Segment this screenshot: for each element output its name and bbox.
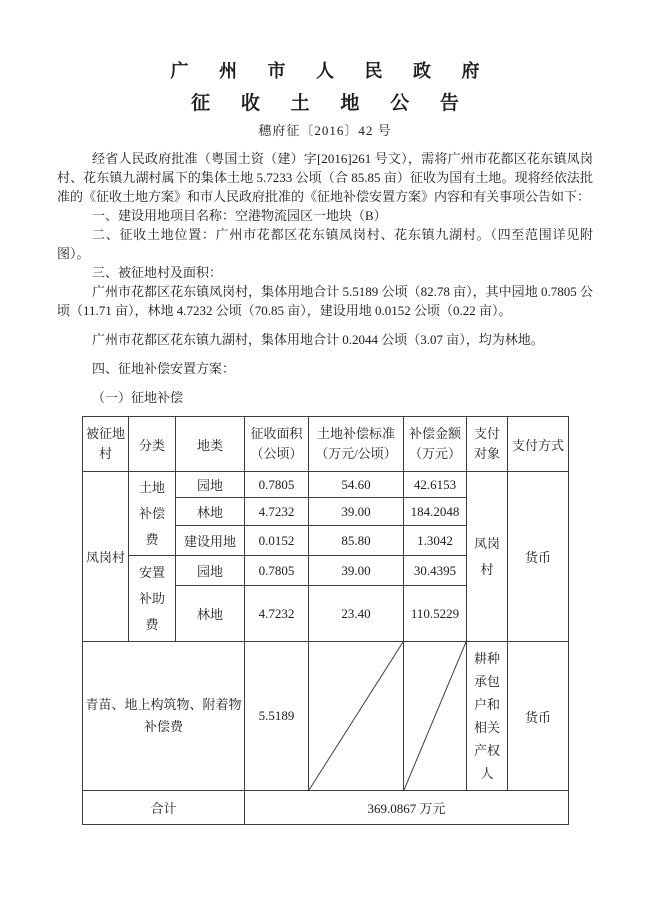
col-header-land-type: 地类 xyxy=(176,417,245,472)
cell-payee: 凤岗村 xyxy=(467,472,508,642)
cell-area: 0.7805 xyxy=(245,556,309,586)
cell-area: 0.0152 xyxy=(245,526,309,556)
cell-land-type: 园地 xyxy=(176,472,245,498)
cell-land-type: 园地 xyxy=(176,556,245,586)
table-header-row xyxy=(83,417,569,472)
cell-amount: 1.3042 xyxy=(404,526,467,556)
paragraph-item-3: 三、被征地村及面积： xyxy=(92,265,223,280)
cell-village: 凤岗村 xyxy=(83,472,129,642)
page-title: 广 州 市 人 民 政 府 xyxy=(170,61,493,81)
cell-area: 5.5189 xyxy=(245,642,309,791)
cell-land-type: 林地 xyxy=(176,498,245,526)
cell-area: 4.7232 xyxy=(245,586,309,642)
cell-method: 货币 xyxy=(508,472,569,642)
doc-number: 穗府征〔2016〕42 号 xyxy=(258,123,392,138)
col-header-amount: 补偿金额 （万元） xyxy=(404,417,467,472)
cell-standard-na xyxy=(309,642,404,791)
col-header-standard: 土地补偿标准 （万元/公顷） xyxy=(309,417,404,472)
paragraph-fenggang: 广州市花都区花东镇凤岗村，集体用地合计 5.5189 公顷（82.78 亩），其中园地 0.7805 公顷（11.71 亩），林地 4.7232 公顷（70.85 亩），建设用地 0.0152 公顷（0.22 亩）。 xyxy=(57,284,593,318)
cell-amount: 30.4395 xyxy=(404,556,467,586)
table-row-seedling xyxy=(83,642,569,791)
table-row-total xyxy=(83,791,569,825)
cell-area: 0.7805 xyxy=(245,472,309,498)
cell-total-value: 369.0867 万元 xyxy=(245,791,569,825)
cell-standard: 39.00 xyxy=(309,498,404,526)
diagonal-slash-icon xyxy=(309,642,403,790)
cell-land-type: 林地 xyxy=(176,586,245,642)
col-header-category: 分类 xyxy=(129,417,176,472)
paragraph-item-4: 四、征地补偿安置方案： xyxy=(92,361,236,376)
cell-amount: 42.6153 xyxy=(404,472,467,498)
paragraph-jiuhu: 广州市花都区花东镇九湖村，集体用地合计 0.2044 公顷（3.07 亩），均为林地。 xyxy=(92,332,544,347)
cell-area: 4.7232 xyxy=(245,498,309,526)
paragraph-sub-1: （一）征地补偿 xyxy=(92,390,184,405)
cell-standard: 85.80 xyxy=(309,526,404,556)
cell-payee: 耕种承包户和相关产权人 xyxy=(467,642,508,791)
col-header-village: 被征地村 xyxy=(83,417,129,472)
paragraph-intro: 经省人民政府批准（粤国土资（建）字[2016]261 号文），需将广州市花都区花东镇凤岗村、花东镇九湖村属下的集体土地 5.7233 公顷（合 85.85 亩）征收为国有土地。现将经依法批准的《征收土地方案》和市人民政府批准的《征地补偿安置方案》内容和有关事项公告如下： xyxy=(57,151,593,204)
compensation-table xyxy=(82,416,569,825)
paragraph-item-1: 一、建设用地项目名称：空港物流园区一地块（B） xyxy=(92,208,387,223)
page-subtitle: 征 收 土 地 公 告 xyxy=(191,93,472,114)
paragraph-item-2: 二、征收土地位置：广州市花都区花东镇凤岗村、花东镇九湖村。（四至范围详见附图）。 xyxy=(57,227,593,261)
cell-amount: 110.5229 xyxy=(404,586,467,642)
table-row xyxy=(83,472,569,498)
cell-fee-resettlement-subsidy: 安置补助费 xyxy=(129,556,176,642)
col-header-method: 支付方式 xyxy=(508,417,569,472)
col-header-area: 征收面积 （公顷） xyxy=(245,417,309,472)
diagonal-slash-icon xyxy=(404,642,466,790)
cell-method: 货币 xyxy=(508,642,569,791)
col-header-payee: 支付 对象 xyxy=(467,417,508,472)
cell-total-label: 合计 xyxy=(83,791,245,825)
cell-amount-na xyxy=(404,642,467,791)
cell-standard: 39.00 xyxy=(309,556,404,586)
cell-land-type: 建设用地 xyxy=(176,526,245,556)
cell-standard: 54.60 xyxy=(309,472,404,498)
cell-standard: 23.40 xyxy=(309,586,404,642)
cell-seedling-label: 青苗、地上构筑物、附着物补偿费 xyxy=(83,642,245,791)
cell-fee-land-compensation: 土地补偿费 xyxy=(129,472,176,556)
cell-amount: 184.2048 xyxy=(404,498,467,526)
